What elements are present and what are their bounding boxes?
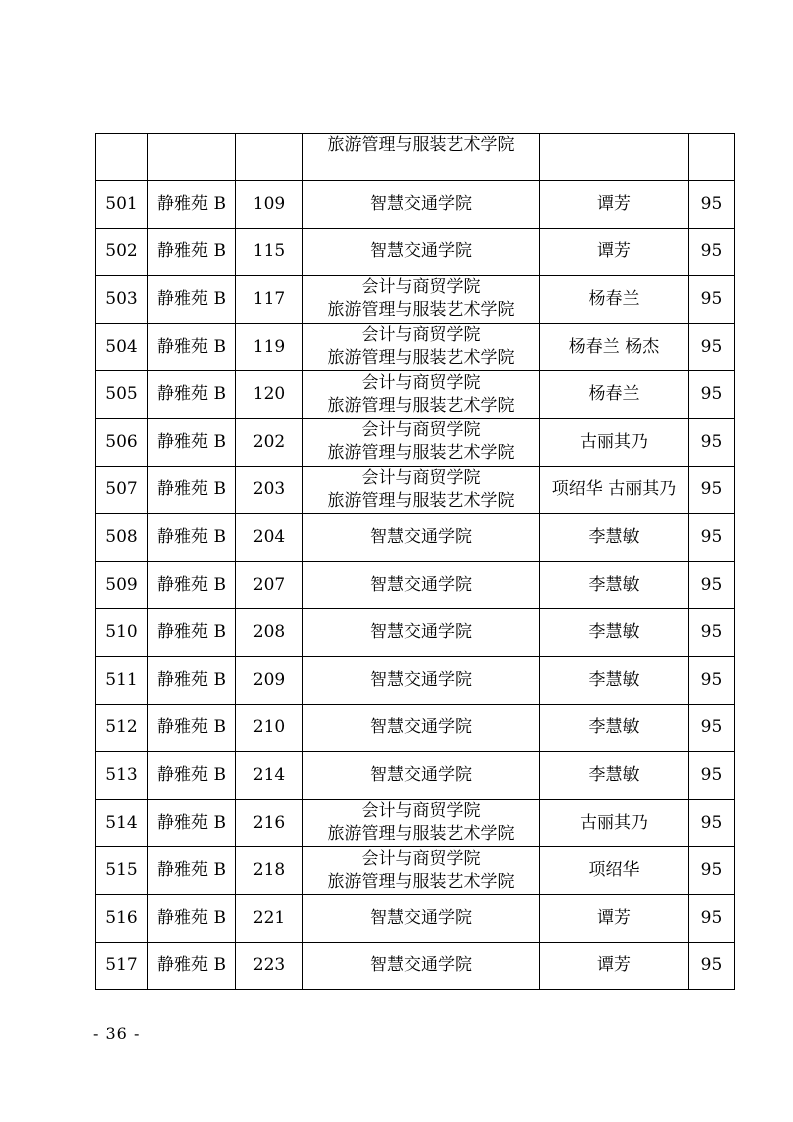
cell-staff: 李慧敏 [540,704,689,752]
cell-building: 静雅苑 B [148,799,236,847]
cell-building: 静雅苑 B [148,847,236,895]
cell-room: 204 [236,514,303,562]
cell-building: 静雅苑 B [148,894,236,942]
table-row [96,561,735,609]
department-line: 旅游管理与服装艺术学院 [327,871,515,892]
cell-no: 504 [96,323,148,371]
cell-room: 223 [236,942,303,990]
cell-room: 209 [236,656,303,704]
table-row [96,894,735,942]
table-row [96,276,735,324]
cell-department [303,704,540,752]
cell-department [303,799,540,847]
department-line: 旅游管理与服装艺术学院 [327,824,515,845]
cell-room: 207 [236,561,303,609]
cell-staff: 李慧敏 [540,609,689,657]
department-line: 会计与商贸学院 [361,801,481,822]
cell-building: 静雅苑 B [148,466,236,514]
table-row [96,418,735,466]
cell-staff: 谭芳 [540,894,689,942]
table-row [96,323,735,371]
cell-staff: 项绍华 [540,847,689,895]
cell-department [303,418,540,466]
department-line: 会计与商贸学院 [361,848,481,869]
cell-room: 210 [236,704,303,752]
cell-score: 95 [689,371,735,419]
cell-department [303,514,540,562]
cell-department [303,466,540,514]
cell-department [303,894,540,942]
cell-score: 95 [689,752,735,800]
cell-score: 95 [689,704,735,752]
department-line: 旅游管理与服装艺术学院 [327,348,515,369]
cell-department [303,942,540,990]
cell-score: 95 [689,799,735,847]
cell-score: 95 [689,847,735,895]
cell-score: 95 [689,181,735,229]
cell-building: 静雅苑 B [148,323,236,371]
table-row [96,752,735,800]
cell-room: 120 [236,371,303,419]
cell-staff: 谭芳 [540,228,689,276]
cell-no: 515 [96,847,148,895]
cell-building: 静雅苑 B [148,514,236,562]
cell-staff: 古丽其乃 [540,418,689,466]
cell-room: 203 [236,466,303,514]
cell-department [303,847,540,895]
cell-building: 静雅苑 B [148,752,236,800]
department-line: 智慧交通学院 [370,574,472,595]
department-line: 智慧交通学院 [370,622,472,643]
cell-score: 95 [689,418,735,466]
cell-room: 221 [236,894,303,942]
cell-staff [540,134,689,181]
table-row [96,466,735,514]
dormitory-inspection-table [95,133,735,990]
cell-staff: 杨春兰 杨杰 [540,323,689,371]
cell-building: 静雅苑 B [148,276,236,324]
table-row [96,656,735,704]
department-line: 智慧交通学院 [370,241,472,262]
cell-score [689,134,735,181]
cell-room: 117 [236,276,303,324]
cell-no: 510 [96,609,148,657]
cell-no: 514 [96,799,148,847]
cell-building [148,134,236,181]
cell-no: 516 [96,894,148,942]
cell-score: 95 [689,228,735,276]
department-line: 会计与商贸学院 [361,420,481,441]
cell-staff: 李慧敏 [540,514,689,562]
department-line: 旅游管理与服装艺术学院 [327,135,515,155]
cell-building: 静雅苑 B [148,656,236,704]
cell-no: 506 [96,418,148,466]
cell-room: 208 [236,609,303,657]
department-line: 智慧交通学院 [370,764,472,785]
cell-department [303,609,540,657]
table-row [96,181,735,229]
cell-score: 95 [689,323,735,371]
department-line: 智慧交通学院 [370,955,472,976]
table-body [96,134,735,990]
cell-department [303,228,540,276]
cell-room [236,134,303,181]
table-row [96,371,735,419]
cell-staff: 李慧敏 [540,656,689,704]
cell-building: 静雅苑 B [148,561,236,609]
cell-building: 静雅苑 B [148,228,236,276]
department-line: 智慧交通学院 [370,526,472,547]
cell-staff: 杨春兰 [540,371,689,419]
cell-building: 静雅苑 B [148,609,236,657]
cell-staff: 谭芳 [540,942,689,990]
department-line: 会计与商贸学院 [361,467,481,488]
page-number: - 36 - [93,1024,141,1043]
department-line: 会计与商贸学院 [361,277,481,298]
cell-no: 512 [96,704,148,752]
department-line: 智慧交通学院 [370,717,472,738]
cell-department [303,371,540,419]
cell-room: 214 [236,752,303,800]
department-line: 旅游管理与服装艺术学院 [327,300,515,321]
table-row [96,942,735,990]
cell-staff: 李慧敏 [540,752,689,800]
cell-room: 109 [236,181,303,229]
cell-room: 216 [236,799,303,847]
cell-department [303,276,540,324]
cell-no: 509 [96,561,148,609]
cell-building: 静雅苑 B [148,371,236,419]
department-line: 会计与商贸学院 [361,325,481,346]
cell-score: 95 [689,561,735,609]
cell-department [303,752,540,800]
cell-score: 95 [689,942,735,990]
department-line: 智慧交通学院 [370,669,472,690]
table-row [96,847,735,895]
cell-no: 501 [96,181,148,229]
department-line: 旅游管理与服装艺术学院 [327,395,515,416]
cell-no: 505 [96,371,148,419]
cell-room: 119 [236,323,303,371]
cell-no: 508 [96,514,148,562]
cell-staff: 李慧敏 [540,561,689,609]
cell-score: 95 [689,276,735,324]
cell-staff: 谭芳 [540,181,689,229]
cell-building: 静雅苑 B [148,181,236,229]
cell-room: 202 [236,418,303,466]
table-row-continued [96,134,735,181]
cell-score: 95 [689,894,735,942]
cell-department [303,323,540,371]
cell-staff: 项绍华 古丽其乃 [540,466,689,514]
cell-building: 静雅苑 B [148,942,236,990]
cell-no: 507 [96,466,148,514]
cell-no [96,134,148,181]
table-row [96,609,735,657]
table-row [96,704,735,752]
cell-staff: 杨春兰 [540,276,689,324]
cell-score: 95 [689,514,735,562]
cell-department [303,561,540,609]
table-row [96,228,735,276]
table-row [96,799,735,847]
department-line: 会计与商贸学院 [361,372,481,393]
department-line: 智慧交通学院 [370,907,472,928]
cell-building: 静雅苑 B [148,704,236,752]
cell-no: 503 [96,276,148,324]
cell-score: 95 [689,656,735,704]
cell-score: 95 [689,466,735,514]
department-line: 智慧交通学院 [370,193,472,214]
cell-department [303,134,540,181]
cell-building: 静雅苑 B [148,418,236,466]
cell-staff: 古丽其乃 [540,799,689,847]
cell-score: 95 [689,609,735,657]
cell-no: 502 [96,228,148,276]
cell-room: 218 [236,847,303,895]
department-line: 旅游管理与服装艺术学院 [327,443,515,464]
cell-no: 511 [96,656,148,704]
table-row [96,514,735,562]
cell-department [303,656,540,704]
cell-no: 517 [96,942,148,990]
cell-no: 513 [96,752,148,800]
cell-room: 115 [236,228,303,276]
cell-department [303,181,540,229]
department-line: 旅游管理与服装艺术学院 [327,490,515,511]
